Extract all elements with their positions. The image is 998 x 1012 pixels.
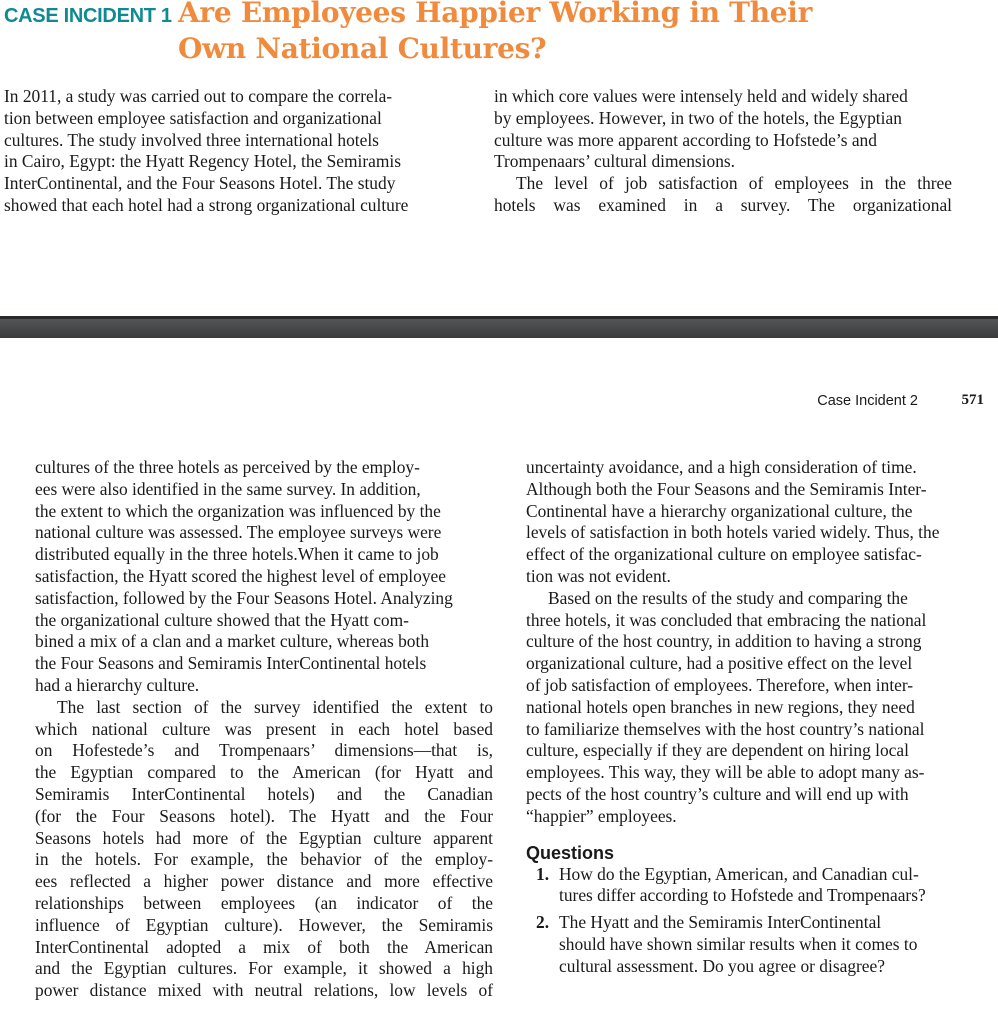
text-line: the Egyptian compared to the American (for Hyatt and	[35, 762, 493, 783]
text-line: in the hotels. For example, the behavior of the employ-	[35, 849, 493, 870]
text-line: showed that each hotel had a strong organizational culture	[4, 194, 409, 215]
text-line: the organizational culture showed that the Hyatt com-	[35, 609, 409, 630]
top-right-column	[494, 86, 952, 217]
text-line: satisfaction, followed by the Four Seasons Hotel. Analyzing	[35, 587, 453, 608]
text-line: cultures. The study involved three international hotels	[4, 129, 379, 150]
text-line: in Cairo, Egypt: the Hyatt Regency Hotel, the Semiramis	[4, 151, 402, 172]
text-line: and the Egyptian cultures. For example, it showed a high	[35, 958, 493, 979]
case-title-line-2: Own National Cultures?	[178, 32, 547, 65]
text-line: to familiarize themselves with the host country’s national	[526, 718, 925, 739]
case-title	[178, 0, 978, 67]
text-line: How do the Egyptian, American, and Canadian cul-	[559, 863, 919, 884]
questions-heading: Questions	[526, 842, 615, 863]
question-item	[526, 864, 984, 908]
text-line: three hotels, it was concluded that embracing the national	[526, 609, 927, 630]
text-line: hotels was examined in a survey. The organizational	[494, 194, 952, 215]
text-line: national culture was assessed. The employee surveys were	[35, 522, 442, 543]
text-line: on Hofestede’s and Trompenaars’ dimensions—that is,	[35, 740, 493, 761]
text-line: national hotels open branches in new regions, they need	[526, 696, 915, 717]
text-line: The last section of the survey identified the extent to	[57, 696, 493, 717]
text-line: levels of satisfaction in both hotels varied widely. Thus, the	[526, 522, 940, 543]
text-line: organizational culture, had a positive effect on the level	[526, 653, 913, 674]
text-line: which national culture was present in each hotel based	[35, 718, 493, 739]
text-line: InterContinental adopted a mix of both the American	[35, 936, 493, 957]
text-line: The Hyatt and the Semiramis InterContinental	[559, 912, 882, 933]
text-line: by employees. However, in two of the hotels, the Egyptian	[494, 107, 902, 128]
case-incident-tag: CASE INCIDENT 1	[4, 5, 172, 27]
text-line: satisfaction, the Hyatt scored the highest level of employee	[35, 565, 446, 586]
page-break-band	[0, 316, 998, 338]
bottom-right-column	[526, 457, 984, 978]
text-line: pects of the host country’s culture and will end up with	[526, 783, 909, 804]
text-line: tion between employee satisfaction and organizational	[4, 107, 382, 128]
text-line: of job satisfaction of employees. Therefore, when inter-	[526, 674, 914, 695]
text-line: bined a mix of a clan and a market culture, whereas both	[35, 631, 430, 652]
text-line: ees were also identified in the same survey. In addition,	[35, 478, 421, 499]
text-line: Trompenaars’ cultural dimensions.	[494, 151, 736, 172]
text-line: the extent to which the organization was influenced by the	[35, 500, 441, 521]
running-header-label: Case Incident 2	[817, 393, 918, 409]
question-number: 1.	[536, 863, 550, 884]
text-line: ees reflected a higher power distance and more effective	[35, 871, 493, 892]
text-line: influence of Egyptian culture). However, the Semiramis	[35, 914, 493, 935]
text-line: distributed equally in the three hotels.When it came to job	[35, 544, 439, 565]
page-number: 571	[961, 392, 984, 408]
text-line: culture, especially if they are dependent on hiring local	[526, 740, 909, 761]
text-line: In 2011, a study was carried out to compare the correla-	[4, 86, 393, 106]
text-line: Semiramis InterContinental hotels) and the Canadian	[35, 783, 493, 804]
text-line: in which core values were intensely held and widely shared	[494, 86, 908, 106]
text-line: Based on the results of the study and comparing the	[548, 587, 908, 608]
text-line: culture was more apparent according to Hofstede’s and	[494, 129, 877, 150]
text-line: had a hierarchy culture.	[35, 674, 200, 695]
text-line: relationships between employees (an indicator of the	[35, 892, 493, 913]
text-line: tion was not evident.	[526, 565, 671, 586]
text-line: the Four Seasons and Semiramis InterContinental hotels	[35, 653, 427, 674]
text-line: “happier” employees.	[526, 805, 677, 826]
text-line: effect of the organizational culture on employee satisfac-	[526, 544, 922, 565]
case-title-line-1: Are Employees Happier Working in Their	[178, 0, 813, 29]
text-line: Although both the Four Seasons and the Semiramis Inter-	[526, 478, 927, 499]
top-left-column	[4, 86, 462, 217]
text-line: culture of the host country, in addition to having a strong	[526, 631, 922, 652]
text-line: power distance mixed with neutral relations, low levels of	[35, 980, 493, 1001]
text-line: uncertainty avoidance, and a high consideration of time.	[526, 457, 917, 477]
text-line: (for the Four Seasons hotel). The Hyatt and the Four	[35, 805, 493, 826]
text-line: employees. This way, they will be able to adopt many as-	[526, 762, 925, 783]
text-line: Continental have a hierarchy organizational culture, the	[526, 500, 913, 521]
question-item	[526, 912, 984, 977]
text-line: cultures of the three hotels as perceived by the employ-	[35, 457, 420, 477]
question-number: 2.	[536, 912, 550, 933]
text-line: should have shown similar results when it comes to	[559, 933, 918, 954]
text-line: InterContinental, and the Four Seasons Hotel. The study	[4, 173, 396, 194]
text-line: The level of job satisfaction of employees in the three	[516, 173, 952, 194]
text-line: tures differ according to Hofstede and Trompenaars?	[559, 885, 926, 906]
text-line: cultural assessment. Do you agree or disagree?	[559, 955, 885, 976]
bottom-left-column	[35, 457, 493, 1002]
text-line: Seasons hotels had more of the Egyptian culture apparent	[35, 827, 493, 848]
